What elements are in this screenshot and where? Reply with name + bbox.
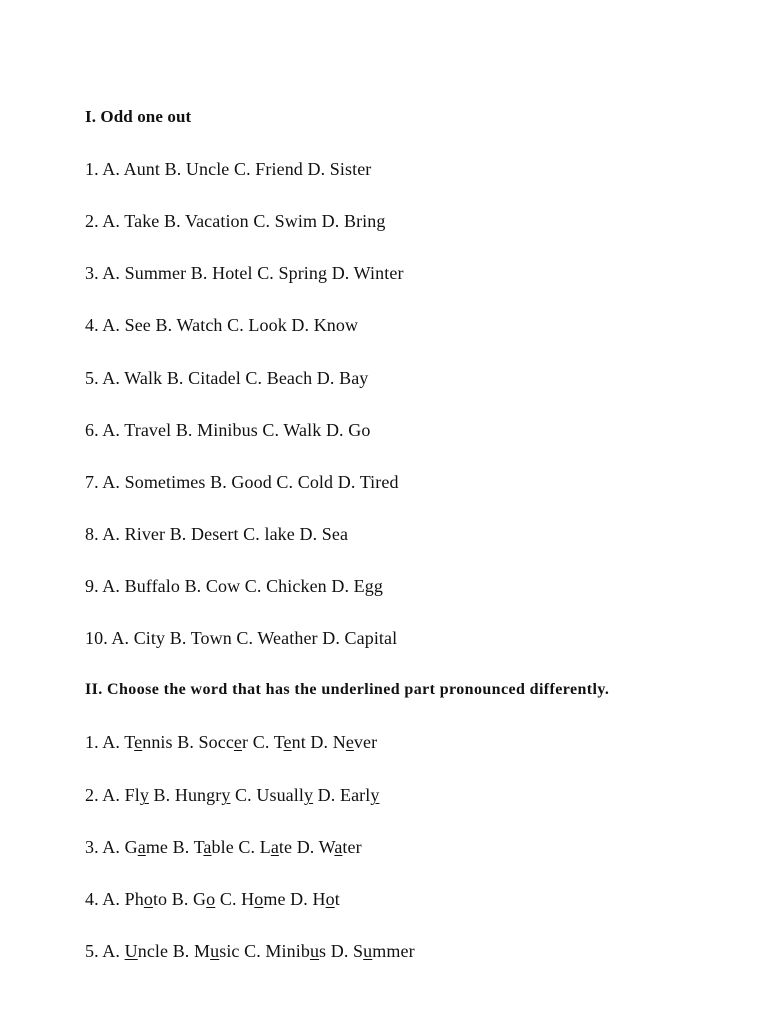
text-segment: ter xyxy=(342,837,362,857)
underlined-letter: e xyxy=(134,732,143,752)
pronunciation-question-1 xyxy=(85,731,377,753)
underlined-letter: y xyxy=(221,785,231,805)
text-segment: to B. G xyxy=(152,889,207,909)
underlined-letter: e xyxy=(283,732,292,752)
text-segment: t xyxy=(334,889,340,909)
underlined-letter: e xyxy=(233,732,243,752)
text-segment: 3. A. G xyxy=(85,837,138,857)
underlined-letter: o xyxy=(254,889,264,909)
underlined-letter: a xyxy=(270,837,279,857)
text-segment: 2. A. Fl xyxy=(85,785,140,805)
question-8: 8. A. River B. Desert C. lake D. Sea xyxy=(85,524,349,544)
underlined-letter: y xyxy=(139,785,149,805)
question-6: 6. A. Travel B. Minibus C. Walk D. Go xyxy=(85,420,371,440)
text-segment: B. Hungr xyxy=(148,785,222,805)
pronunciation-question-4 xyxy=(85,888,340,910)
question-5: 5. A. Walk B. Citadel C. Beach D. Bay xyxy=(85,368,369,388)
text-segment: ncle B. M xyxy=(137,941,211,961)
question-4: 4. A. See B. Watch C. Look D. Know xyxy=(85,315,359,335)
underlined-letter: U xyxy=(124,941,138,961)
text-segment: mmer xyxy=(372,941,415,961)
text-segment: me B. T xyxy=(145,837,204,857)
text-segment: nnis B. Socc xyxy=(142,732,234,752)
question-1: 1. A. Aunt B. Uncle C. Friend D. Sister xyxy=(85,159,372,179)
underlined-letter: u xyxy=(210,941,220,961)
pronunciation-question-2 xyxy=(85,784,379,806)
text-segment: 4. A. Ph xyxy=(85,889,144,909)
underlined-letter: e xyxy=(345,732,354,752)
underlined-letter: o xyxy=(325,889,335,909)
pronunciation-question-3 xyxy=(85,836,362,858)
underlined-letter: o xyxy=(143,889,153,909)
text-segment: 5. A. xyxy=(85,941,125,961)
text-segment: C. Usuall xyxy=(230,785,304,805)
underlined-letter: a xyxy=(334,837,343,857)
text-segment: D. Earl xyxy=(313,785,371,805)
section-1-title: I. Odd one out xyxy=(85,107,192,126)
pronunciation-question-5 xyxy=(85,940,415,962)
question-10: 10. A. City B. Town C. Weather D. Capital xyxy=(85,628,398,648)
text-segment: me D. H xyxy=(263,889,326,909)
text-segment: s D. S xyxy=(319,941,364,961)
text-segment: C. H xyxy=(215,889,255,909)
text-segment: r C. T xyxy=(242,732,284,752)
question-7: 7. A. Sometimes B. Good C. Cold D. Tired xyxy=(85,472,399,492)
text-segment: te D. W xyxy=(278,837,335,857)
section-2-title: II. Choose the word that has the underlined part pronounced differently. xyxy=(85,681,610,698)
underlined-letter: a xyxy=(203,837,212,857)
text-segment: 1. A. T xyxy=(85,732,135,752)
underlined-letter: o xyxy=(206,889,216,909)
question-2: 2. A. Take B. Vacation C. Swim D. Bring xyxy=(85,211,386,231)
underlined-letter: u xyxy=(363,941,373,961)
text-segment: ver xyxy=(353,732,378,752)
text-segment: sic C. Minib xyxy=(219,941,310,961)
question-9: 9. A. Buffalo B. Cow C. Chicken D. Egg xyxy=(85,576,383,596)
question-3: 3. A. Summer B. Hotel C. Spring D. Winter xyxy=(85,263,404,283)
underlined-letter: y xyxy=(303,785,314,805)
underlined-letter: a xyxy=(137,837,146,857)
text-segment: ble C. L xyxy=(211,837,271,857)
underlined-letter: y xyxy=(370,785,380,805)
underlined-letter: u xyxy=(309,941,320,961)
text-segment: nt D. N xyxy=(291,732,346,752)
